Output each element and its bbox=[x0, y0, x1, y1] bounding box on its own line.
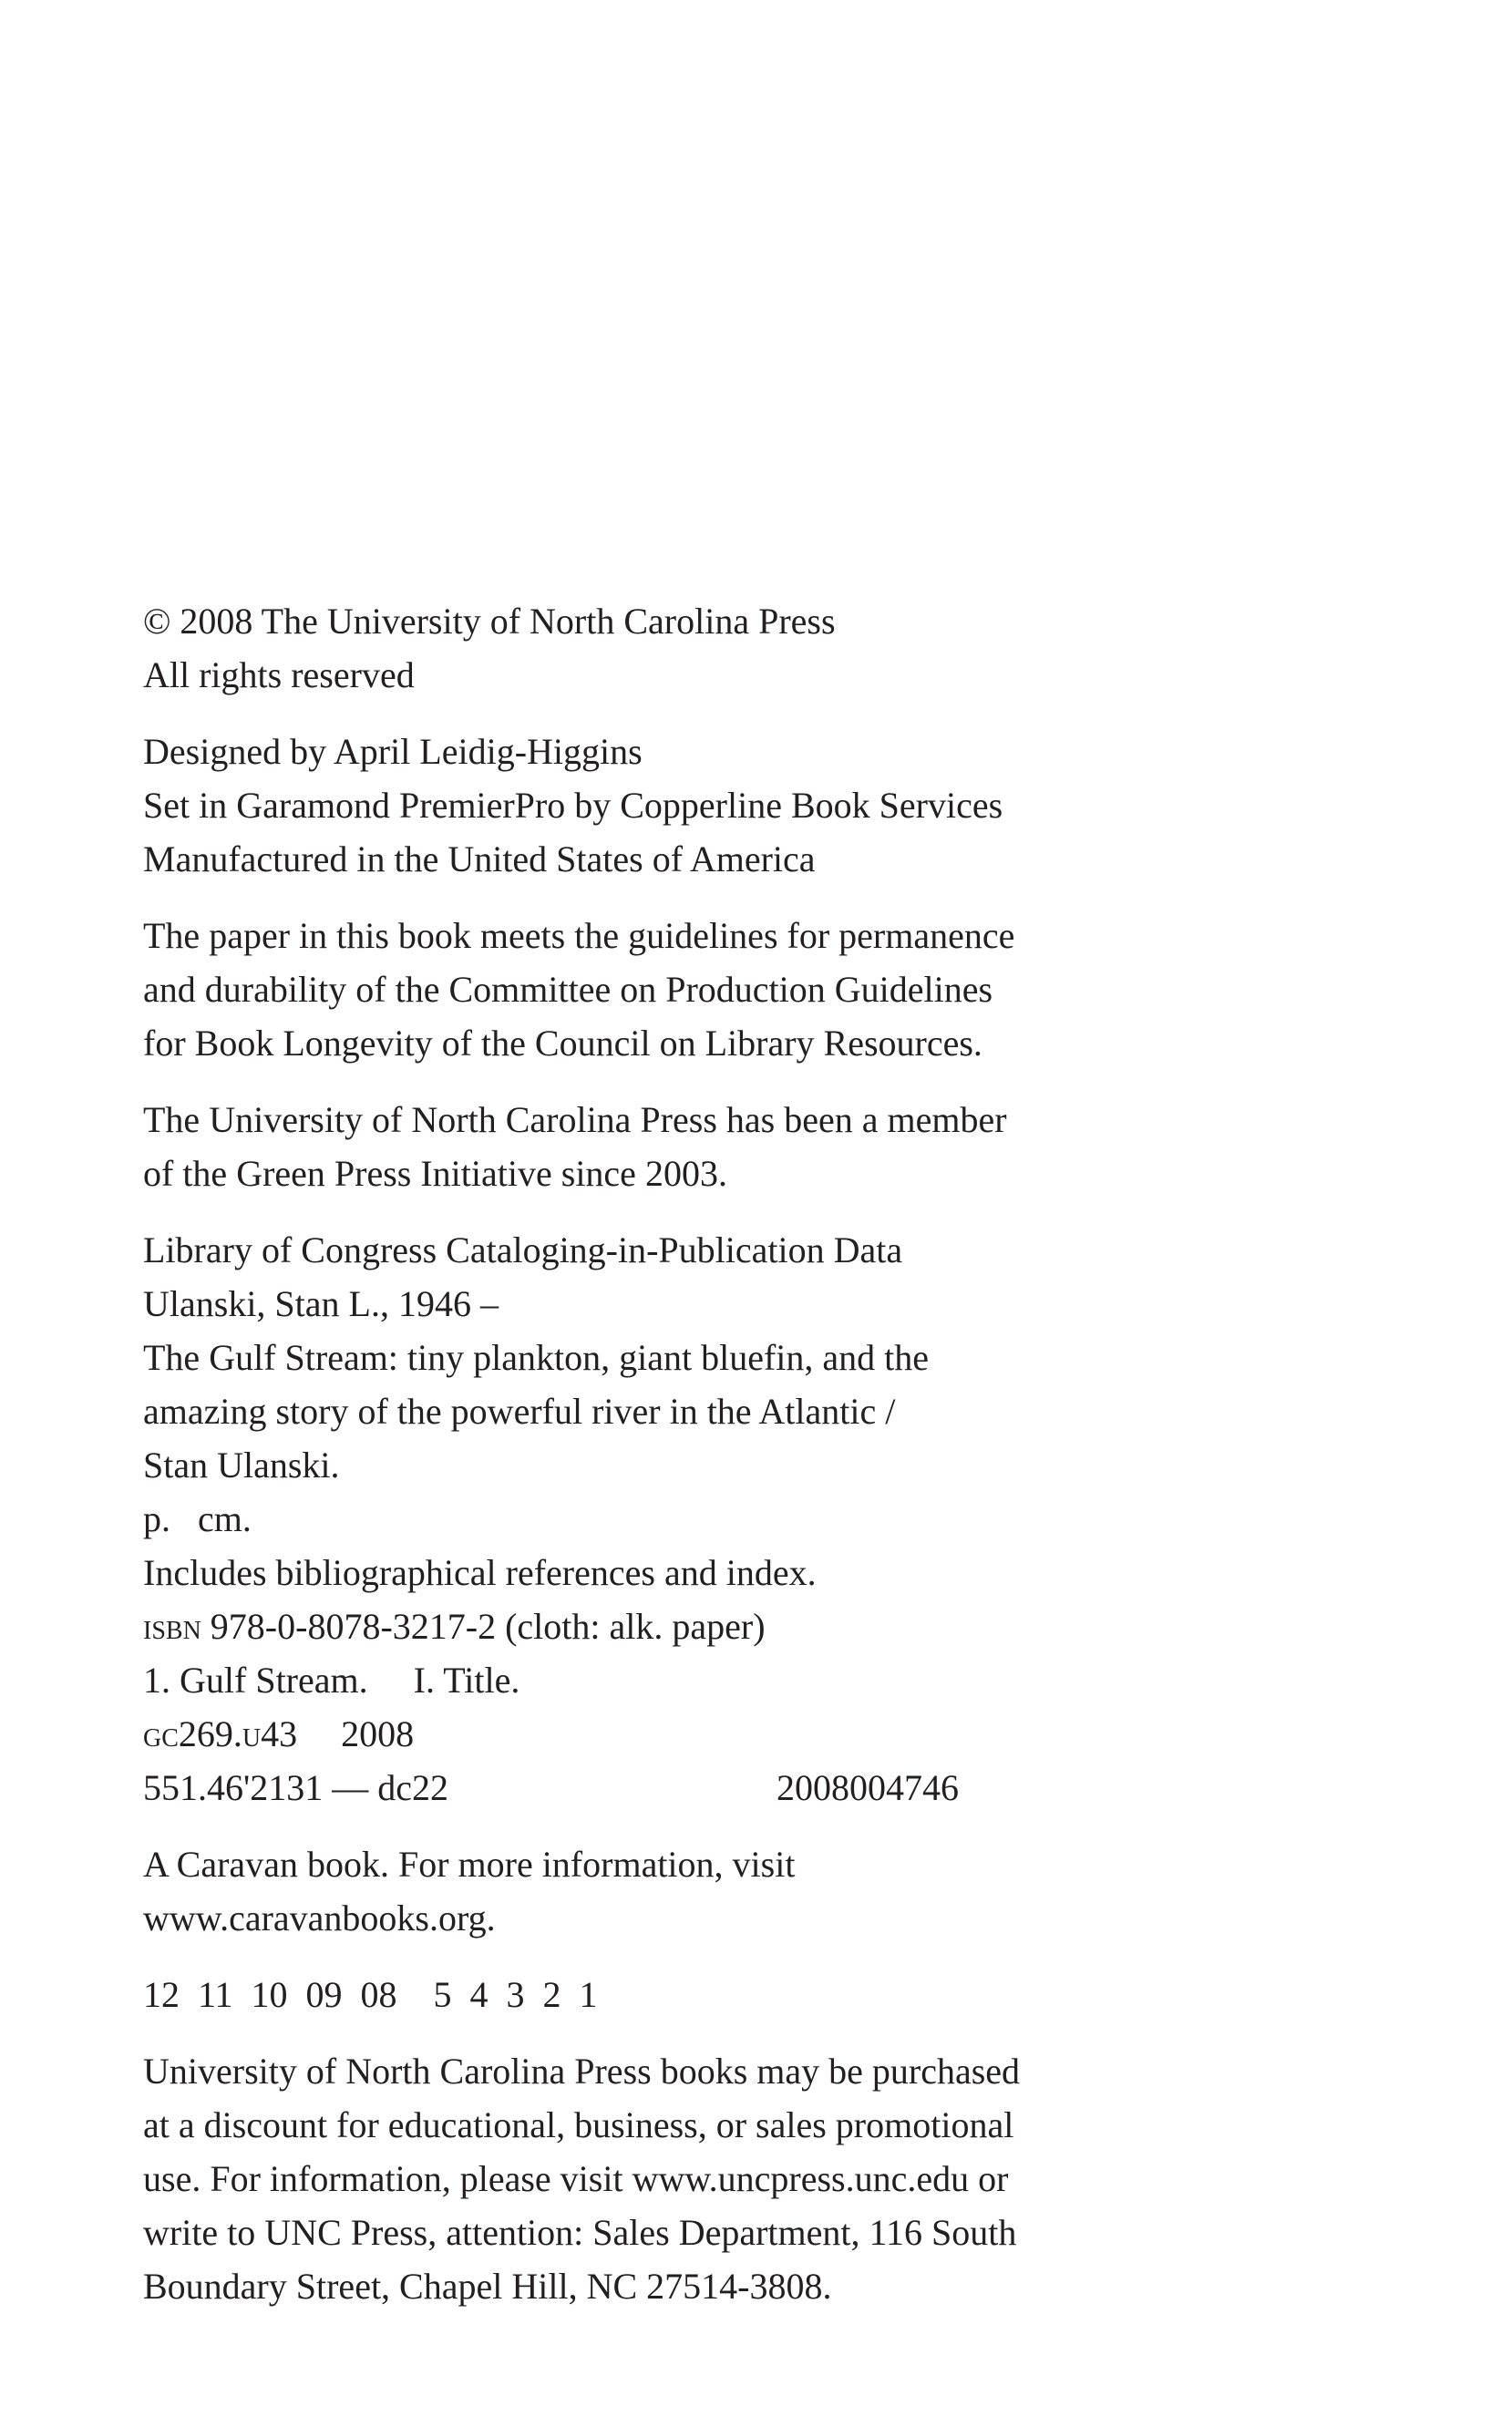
lcc-class: gc269.u43 bbox=[143, 1713, 298, 1754]
cip-title: Stan Ulanski. bbox=[143, 1445, 340, 1486]
typesetting-credit: Set in Garamond PremierPro by Copperline Book Services bbox=[143, 785, 1003, 826]
paper-statement bbox=[143, 909, 1109, 1070]
production-credits bbox=[143, 725, 1109, 886]
cip-lcc bbox=[143, 1707, 1109, 1761]
purchase-line: write to UNC Press, attention: Sales Department, 116 South bbox=[143, 2212, 1017, 2253]
cip-title: The Gulf Stream: tiny plankton, giant bluefin, and the bbox=[143, 1337, 930, 1378]
lcc-year: 2008 bbox=[341, 1713, 415, 1754]
copyright-page bbox=[143, 594, 1109, 2336]
caravan-note bbox=[143, 1837, 1109, 1945]
printing-numbers bbox=[143, 1968, 1109, 2021]
purchase-info bbox=[143, 2044, 1109, 2313]
cip-isbn bbox=[143, 1599, 1109, 1653]
copyright-notice: © 2008 The University of North Carolina Press bbox=[143, 601, 836, 642]
dewey-number: 551.46'2131 — dc22 bbox=[143, 1767, 448, 1808]
printing-years: 12 11 10 09 08 bbox=[143, 1974, 397, 2015]
isbn-value: 978-0-8078-3217-2 (cloth: alk. paper) bbox=[210, 1606, 766, 1647]
lccn-number: 2008004746 bbox=[777, 1767, 959, 1808]
printing-line bbox=[143, 1968, 1109, 2021]
cip-subject: 1. Gulf Stream. I. Title. bbox=[143, 1660, 520, 1701]
purchase-line: use. For information, please visit www.uncpress.unc.edu or bbox=[143, 2158, 1009, 2199]
copyright-block bbox=[143, 594, 1109, 702]
designer-credit: Designed by April Leidig-Higgins bbox=[143, 731, 643, 772]
green-press-line: The University of North Carolina Press has been a member bbox=[143, 1099, 1007, 1140]
paper-statement-line: and durability of the Committee on Production Guidelines bbox=[143, 969, 993, 1010]
cip-heading: Library of Congress Cataloging-in-Publication Data bbox=[143, 1229, 903, 1270]
purchase-line: University of North Carolina Press books may be purchased bbox=[143, 2051, 1021, 2092]
purchase-line: Boundary Street, Chapel Hill, NC 27514-3808. bbox=[143, 2266, 832, 2307]
cip-pagination: p. cm. bbox=[143, 1498, 252, 1539]
purchase-line: at a discount for educational, business, or sales promotional bbox=[143, 2104, 1014, 2145]
green-press-line: of the Green Press Initiative since 2003. bbox=[143, 1153, 727, 1194]
cip-author: Ulanski, Stan L., 1946 – bbox=[143, 1283, 499, 1324]
cip-includes: Includes bibliographical references and index. bbox=[143, 1552, 817, 1593]
paper-statement-line: The paper in this book meets the guidelines for permanence bbox=[143, 915, 1015, 956]
rights-statement: All rights reserved bbox=[143, 654, 415, 695]
printing-impressions: 5 4 3 2 1 bbox=[433, 1974, 598, 2015]
paper-statement-line: for Book Longevity of the Council on Library Resources. bbox=[143, 1023, 982, 1064]
cip-title: amazing story of the powerful river in the Atlantic / bbox=[143, 1391, 896, 1432]
caravan-line: A Caravan book. For more information, visit bbox=[143, 1844, 796, 1885]
isbn-label: isbn bbox=[143, 1606, 201, 1647]
green-press-statement bbox=[143, 1093, 1109, 1200]
caravan-url: www.caravanbooks.org. bbox=[143, 1897, 496, 1939]
cip-dewey-row bbox=[143, 1761, 1109, 1815]
cataloging-data bbox=[143, 1223, 1109, 1815]
manufacturing-note: Manufactured in the United States of America bbox=[143, 838, 816, 879]
